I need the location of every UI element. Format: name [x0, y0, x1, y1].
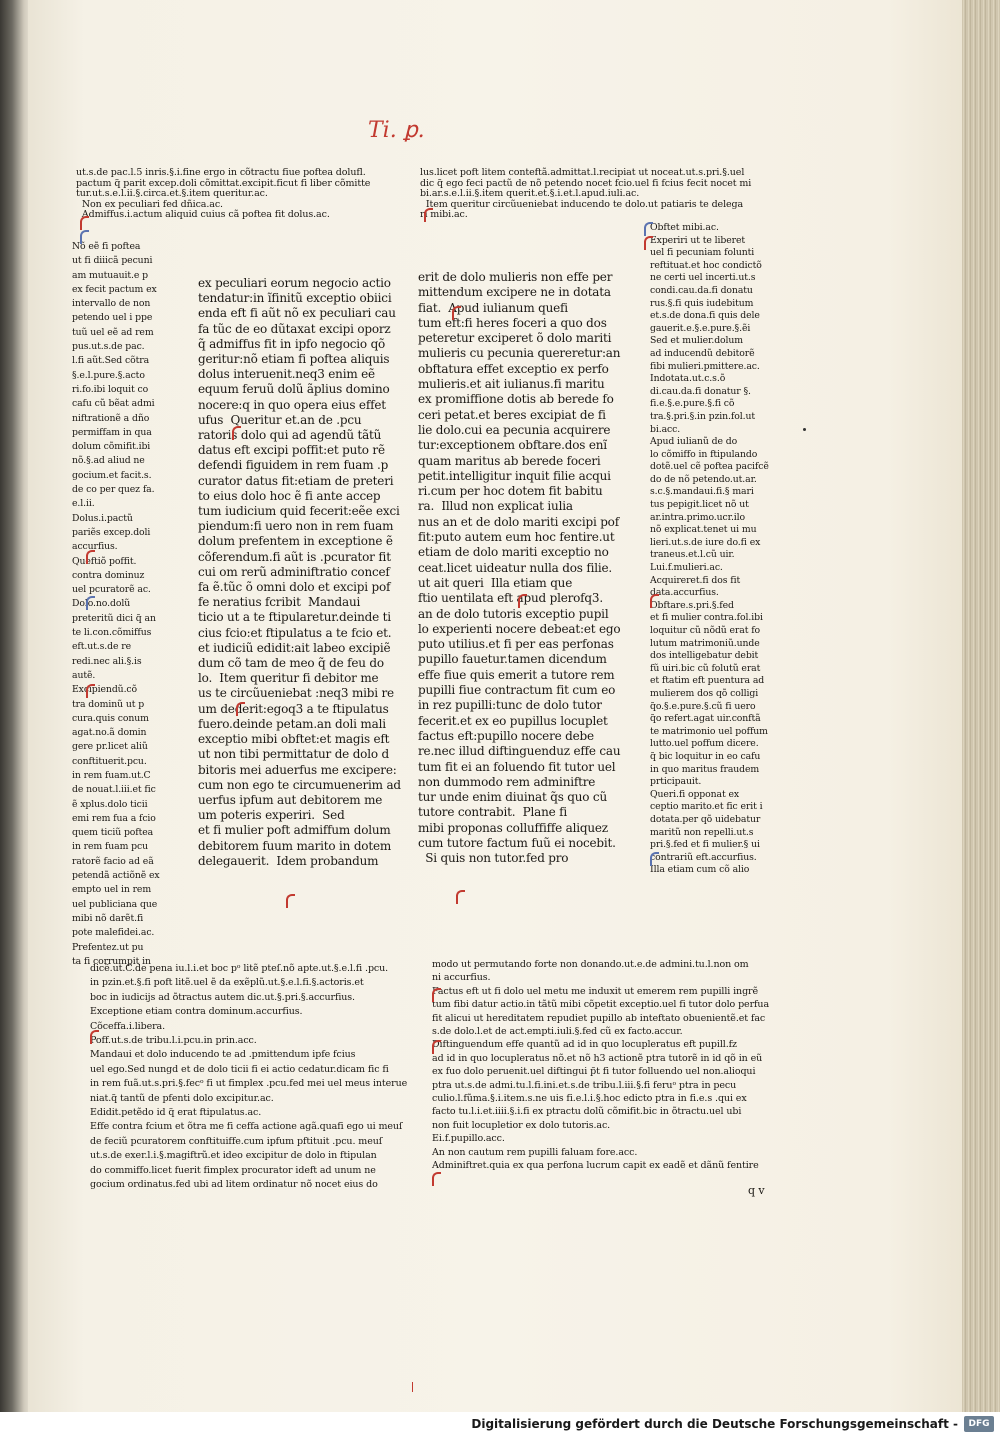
dfg-logo-icon: DFG — [964, 1416, 994, 1432]
red-tick-mark — [412, 1382, 413, 1392]
paragraph-mark — [432, 988, 441, 1002]
paragraph-mark — [456, 890, 465, 904]
margin-dot — [803, 428, 806, 431]
gloss-top-right: lus.licet poft litem conteftã.admittat.l.recipiat ut noceat.ut.s.pri.§.uel dic q̃ ego feci pactũ de nõ petendo nocet fcio.uel fi fcius fecit nocet mi bi.ar.s.e.l.ii.§.item querit.et.§.i.et.l.apud.iuli.ac. Item queritur circũueniebat inducendo te dolo.ut patiaris te delega ri mibi.ac. — [420, 167, 752, 221]
paragraph-mark — [80, 216, 89, 230]
paragraph-mark — [286, 894, 295, 908]
gloss-top-left: ut.s.de pac.l.5 inris.§.i.fine ergo in cõtractu fiue poftea dolufl. pactum q̃ parit excep.doli cõmittat.excipit.ficut fi liber cõmitte tur.ut.s.e.l.ii.§.circa.et.§.item queritur.ac. Non ex peculiari fed dñica.ac. Admiffus.i.actum aliquid cuius cã poftea fit dolus.ac. — [76, 167, 371, 221]
paragraph-mark — [452, 306, 461, 320]
funding-credit: Digitalisierung gefördert durch die Deutsche Forschungsgemeinschaft - — [471, 1417, 958, 1431]
footer-bar — [0, 1412, 1000, 1438]
running-heading: Ti. ꝑ. — [368, 118, 425, 143]
paragraph-mark — [644, 236, 653, 250]
paragraph-mark — [86, 550, 95, 564]
paragraph-mark — [424, 208, 433, 222]
gloss-right-margin: Obftet mibi.ac. Experiri ut te liberet uel fi pecuniam folunti reftituat.et hoc condictõ ne certi uel incerti.ut.s condi.cau.da.fi donatu rus.§.fi quis iudebitum et.s.de dona.fi quis dele gauerit.e.§.e.pure.§.ẽi Sed et mulier.dolum ad inducendũ debitorẽ fibi mulieri.pmittere.ac. Indotata.ut.c.s.õ di.cau.da.fi donatur §. fi.e.§.e.pure.§.fi cõ tra.§.pri.§.in pzin.fol.ut bi.acc. Apud iulianũ de do lo cõmiffo in ftipulando dotẽ.uel cẽ poftea pacifcẽ do de nõ petendo.ut.ar. s.c.§.mandaui.fi.§ mari tus pepigit.licet nõ ut ar.intra.primo.ucr.ilo nõ explicat.tenet ui mu lieri.ut.s.de iure do.fi ex traneus.et.l.cũ uir. Lui.f.mulieri.ac. Acquireret.fi dos fit data.accurfius. Obftare.s.pri.§.fed et fi mulier contra.fol.ibi loquitur cũ nõdũ erat fo lutum matrimoniũ.unde dos intelligebatur debit fũ uiri.bic cũ folutũ erat et ftatim eft puentura ad mulierem dos qõ colligi q̃o.§.e.pure.§.cũ fi uero q̃o refert.agat uir.conftã te matrimonio uel poffum lutto.uel poffum dicere. q̃ bic loquitur in eo cafu in quo maritus fraudem prticipauit. Queri.fi opponat ex ceptio marito.et fic erit i dotata.per qõ uidebatur maritũ non repelli.ut.s pri.§.fed et fi mulier.§ ui contrariũ eft.accurfius. Illa etiam cum cõ alio — [650, 222, 769, 876]
gloss-left-margin: Nõ eẽ fi poftea ut fi diiicã pecuni am mutuauit.e p ex fecit pactum ex intervallo de non petendo uel i ppe tuũ uel eẽ ad rem pus.ut.s.de pac. l.fi aũt.Sed cõtra §.e.l.pure.§.acto ri.fo.ibi loquit co cafu cũ bẽat admi niftrationẽ a dño permiffam in qua dolum cõmifit.ibi nõ.§.ad aliud ne gocium.et facit.s. de co per quez fa. e.l.ii. Dolus.i.pactũ pariẽs excep.doli accurfius. Queftiõ poffit. contra dominuz uel pcuratorẽ ac. Dolo.no.dolũ preteritũ dici q̃ an te li.con.cõmiffus eft.ut.s.de re redi.nec ali.§.is autẽ. Excipiendũ.cõ tra dominũ ut p cura.quis conum agat.no.ã domin gere pr.licet aliũ conftituerit.pcu. in rem fuam.ut.C de nouat.l.iii.et fic ẽ xplus.dolo ticii emi rem fua a fcio quem ticiũ poftea in rem fuam pcu ratorẽ facio ad eã petendã actiõnẽ ex empto uel in rem uel publiciana que mibi nõ darẽt.fi pote malefidei.ac. Prefentez.ut pu ta fi corrumpit in — [72, 241, 160, 967]
book-left-edge — [0, 0, 30, 1412]
paragraph-mark — [432, 1172, 441, 1186]
paragraph-mark — [432, 1040, 441, 1054]
main-text-column-1: ex peculiari eorum negocio actio tendatur:in ĩfinitũ exceptio obiici enda eft fi aũt nõ ex peculiari cau fa tũc de eo dũtaxat excipi oporz q̃ admiffus fit in ipfo negocio qõ geritur:nõ etiam fi poftea aliquis dolus interuenit.neq3 enim eẽ equum feruũ dolũ ãplius domino nocere:q in quo opera eius effet ufus Queritur et.an de .pcu ratoris dolo qui ad agendũ tãtũ datus eft excipi poffit:et puto rẽ defendi figuidem in rem fuam .p curator datus fit:etiam de preteri to eius dolo hoc ẽ fi ante accep tum iudicium quid fecerit:eẽe exci piendum:fi uero non in rem fuam dolum prefentem in exceptione ẽ cõferendum.fi aũt is .pcurator fit cui om rerũ adminiftratio concef fa ẽ.tũc õ omni dolo et excipi pof fe neratius fcribit Mandaui ticio ut a te ftipularetur.deinde ti cius fcio:et ftipulatus a te fcio et. et iudiciũ edidit:ait labeo excipiẽ dum cõ tam de meo q̃ de feu do lo. Item queritur fi debitor me us te circũueniebat :neq3 mibi re um dederit:egoq3 a te ftipulatus fuero.deinde petam.an doli mali exceptio mibi obftet:et magis eft ut non tibi permittatur de dolo d bitoris mei aduerfus me excipere: cum non ego te circumuenerim ad uerfus ipfum aut debitorem me um poteris experiri. Sed et fi mulier poft admiffum dolum debitorem fuum marito in dotem delegauerit. Idem probandum — [198, 276, 401, 868]
gloss-bottom-right: modo ut permutando forte non donando.ut.e.de admini.tu.l.non om ni accurfius. Factus eft ut fi dolo uel metu me induxit ut emerem rem pupilli ingrẽ tum fibi datur actio.in tãtũ mibi cõpetit exceptio.uel fi tutor dolo perfua fit alicui ut hereditatem repudiet pupillo ab inteftato obuenientẽ.et fac s.de dolo.l.et de act.empti.iuli.§.fed cũ ex facto.accur. Diftinguendum effe quantũ ad id in quo locupleratus eft pupill.fz ad id in quo locupleratus nõ.et nõ h3 actionẽ ptra tutorẽ in id qõ in eũ ex fuo dolo peruenit.uel diftingui p̃t fi tutor folluendo uel non.alioqui ptra ut.s.de admi.tu.l.fi.ini.et.s.de tribu.l.iii.§.fi feruᵒ ptra in pecu culio.l.fũma.§.i.item.s.ne uis fi.e.l.i.§.hoc edicto ptra in fi.e.s .qui ex facto tu.l.i.et.iiii.§.i.fi ex ptractu dolũ cõmifit.bic in õtractu.uel ubi non fuit locupletior ex dolo tutoris.ac. Ei.f.pupillo.acc. An non cautum rem pupilli faluam fore.acc. Adminiftret.quia ex qua perfona lucrum capit ex eadẽ et dãnũ fentire — [432, 959, 770, 1172]
paragraph-mark — [518, 594, 527, 608]
paragraph-mark — [86, 684, 95, 698]
paragraph-mark — [232, 426, 241, 440]
gloss-bottom-left: dicẽ.ut.C.de pena iu.l.i.et boc pᵒ litẽ pteſ.nõ apte.ut.§.e.l.fi .pcu. in pzin.et.§.fi poft litẽ.uel ẽ da exẽplũ.ut.§.e.l.fi.§.actoris.et boc in iudicijs ad õtractus autem dic.ut.§.pri.§.accurfius. Exceptione etiam contra dominum.accurfius. Cõceffa.i.libera. Poff.ut.s.de tribu.l.i.pcu.in prin.acc. Mandaui et dolo inducendo te ad .pmittendum ipfe fcius uel ego.Sed nungd et de dolo ticii fi ei actio cedatur.dicam fic fi in rem fuã.ut.s.pri.§.fecᵒ fi ut fimplex .pcu.fed mei uel meus interue niat.q̃ tantũ de pfenti dolo excipitur.ac. Edidit.petẽdo id q̃ erat ftipulatus.ac. Effe contra fcium et õtra me fi ceffa actione agã.quafi ego ui meuſ de feciũ pcuratorem conftituiffe.cum ipfum pftituit .pcu. meuſ ut.s.de exer.l.i.§.magiftrũ.et ideo excipitur de dolo in ftipulan do commiffo.licet fuerit fimplex procurator ideft ad unum ne gocium ordinatus.fed ubi ad litem ordinatur nõ nocet eius do — [90, 963, 408, 1191]
main-text-column-2: erit de dolo mulieris non effe per mittendum excipere ne in dotata fiat. Apud iulianum quefi tum eft:fi heres foceri a quo dos peteretur exciperet õ dolo mariti mulieris cu pecunia quereretur:an obftatura effet exceptio ex perfo mulieris.et ait iulianus.fi maritu ex promiffione dotis ab berede fo ceri petat.et beres excipiat de fi lie dolo.cui ea pecunia acquirere tur:exceptionem obftare.dos enĩ quam maritus ab berede foceri petit.intelligitur inquit filie acqui ri.cum per hoc dotem fit babitu ra. Illud non explicat iulia nus an et de dolo mariti excipi pof fit:puto autem eum hoc fentire.ut etiam de dolo mariti exceptio no ceat.licet uideatur nulla dos filie. ut ait queri Illa etiam que ftio uentilata eft apud plerofq3. an de dolo tutoris exceptio pupil lo experienti nocere debeat:et ego puto utilius.et fi per eas perfonas pupillo fauetur.tamen dicendum effe fiue quis emerit a tutore rem pupilli fiue contractum fit cum eo in rez pupilli:tunc de dolo tutor fecerit.et ex eo pupillus locuplet factus eft:pupillo nocere debe re.nec illud diftinguenduz effe cau tum fit ei an foluendo fit tutor uel non dummodo rem adminiftre tur unde enim diuinat q̃s quo cũ tutore contrabit. Plane fi mibi proponas colluffiffe aliquez cum tutore factum fuũ ei nocebit. Si quis non tutor.fed pro — [418, 270, 621, 866]
book-right-edge — [962, 0, 1000, 1412]
paragraph-mark — [90, 1030, 99, 1044]
paragraph-mark — [650, 594, 659, 608]
paragraph-mark — [80, 230, 89, 244]
paragraph-mark — [86, 596, 95, 610]
folio-signature: q v — [748, 1184, 765, 1197]
paragraph-mark — [650, 852, 659, 866]
paragraph-mark — [644, 222, 653, 236]
paragraph-mark — [236, 702, 245, 716]
